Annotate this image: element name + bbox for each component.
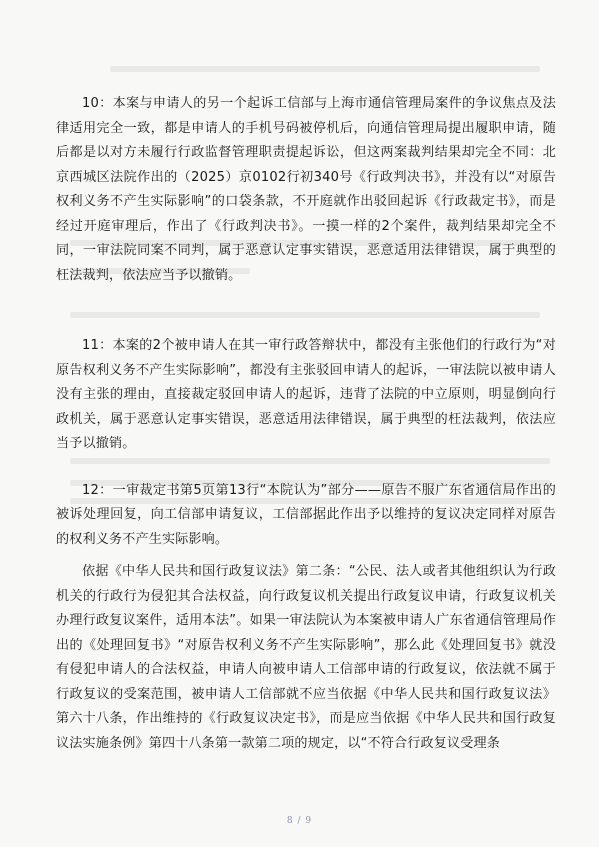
document-body — [56, 92, 556, 756]
paragraph-law-citation: 依据《中华人民共和国行政复议法》第二条：“公民、法人或者其他组织认为行政机关的行政行为侵犯其合法权益，向行政复议机关提出行政复议申请，行政复议机关办理行政复议案件，适用本法”。如果一审法院认为本案被申请人广东省通信管理局作出的《处理回复书》“对原告权利义务不产生实际影响”，那么此《处理回复书》就没有侵犯申请人的合法权益，申请人向被申请人工信部申请的行政复议，依法就不属于行政复议的受案范围，被申请人工信部就不应当依据《中华人民共和国行政复议法》第六十八条，作出维持的《行政复议决定书》，而是应当依据《中华人民共和国行政复议法实施条例》第四十八条第一款第二项的规定，以“不符合行政复议受理条 — [56, 564, 556, 751]
paragraph-11: 11：本案的2个被申请人在其一审行政答辩状中，都没有主张他们的行政行为“对原告权利义务不产生实际影响”，都没有主张驳回申请人的起诉，一审法院以被申请人没有主张的理由，直接裁定驳回申请人的起诉，违背了法院的中立原则，明显倒向行政机关，属于恶意认定事实错误，恶意适用法律错误，属于典型的枉法裁判，依法应当予以撤销。 — [56, 338, 556, 451]
paragraph-10: 10：本案与申请人的另一个起诉工信部与上海市通信管理局案件的争议焦点及法律适用完全一致，都是申请人的手机号码被停机后，向通信管理局提出履职申请，随后都是以对方未履行行政监督管理职责提起诉讼，但这两案裁判结果却完全不同：北京西城区法院作出的（2025）京0102行初340号《行政判决书》，并没有以“对原告权利义务不产生实际影响”的口袋条款，不开庭就作出驳回起诉《行政裁定书》，而是经过开庭审理后，作出了《行政判决书》。一摸一样的2个案件，裁判结果却完全不同，一审法院同案不同判，属于恶意认定事实错误，恶意适用法律错误，属于典型的枉法裁判，依法应当予以撤销。 — [56, 96, 556, 283]
bleed-through-mark — [110, 66, 540, 72]
paragraph-12: 12：一审裁定书第5页第13行“本院认为”部分——原告不服广东省通信局作出的被诉处理回复，向工信部申请复议，工信部据此作出予以维持的复议决定同样对原告的权利义务不产生实际影响。 — [56, 482, 556, 547]
page-number: 8 / 9 — [286, 816, 313, 826]
